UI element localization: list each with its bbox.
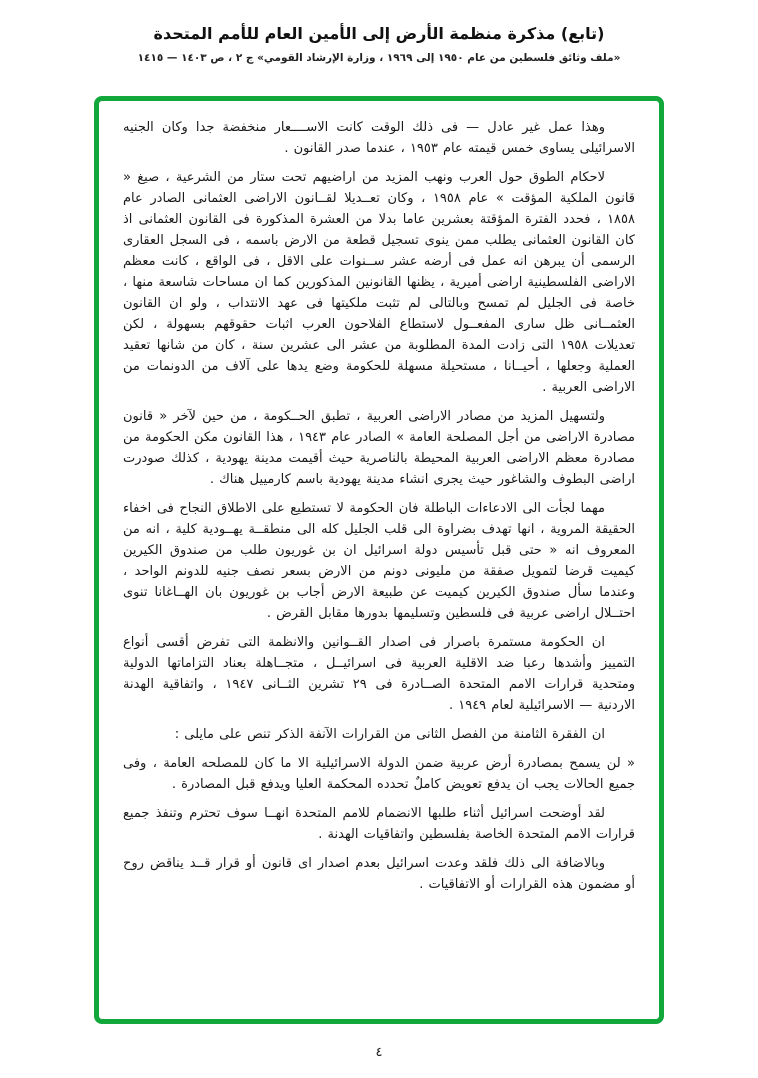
paragraph-2: لاحكام الطوق حول العرب ونهب المزيد من اراضيهم تحت ستار من الشرعية ، صيغ « قانون الملكية المؤقت » عام ١٩٥٨ ، وكان تعــديلا لقــانون الاراضى العثمانى الصادر عام ١٨٥٨ ، فحدد الفترة المؤقتة بعشرين عاما بدلا من العشرة المذكورة فى القانون العثمانى اذ كان القانون العثمانى يطلب ممن ينوى تسجيل قطعة من الارض باسمه ، فى السجل العقارى الرسمى أن يبرهن انه عمل فى أرضه عشر ســنوات على الاقل ، فى الواقع ، كانت معظم الاراضى الفلسطينية اراضى أميرية ، يظنها القانونين المذكورين كما ان مساحات شاسعة منها ، خاصة فى الجليل لم تمسح وبالتالى لم تثبت ملكيتها فى عهد الانتداب ، ولو ان القانون العثمــانى ظل سارى المفعــول لاستطاع الفلاحون العرب اثبات حقوقهم بسهولة ، لكن تعديلات ١٩٥٨ التى زادت المدة المطلوبة من عشر الى عشرين سنة ، كان من شانها تعقيد العملية وجعلها ، أحيــانا ، مستحيلة مسهلة للحكومة وضع يدها على آلاف من الدونمات من الاراضى العربية . (123, 170, 636, 395)
source-citation: «ملف وثائق فلسطين من عام ١٩٥٠ إلى ١٩٦٩ ، وزارة الإرشاد القومي» ج ٢ ، ص ١٤٠٣ — ١٤١٥ (137, 52, 621, 64)
paragraph-5: ان الحكومة مستمرة باصرار فى اصدار القــوانين والانظمة التى تفرض أقسى أنواع التمييز وأشدها رعبا ضد الاقلية العربية فى اسرائيــل ، متجــاهلة بعناد التزاماتها الدولية ومتحدية قرارات الامم المتحدة الصــادرة فى ٢٩ تشرين الثــانى ١٩٤٧ ، واتفاقية الهدنة الاردنية — الاسرائيلية لعام ١٩٤٩ . (123, 635, 635, 713)
document-header (0, 0, 758, 64)
paragraph-4: مهما لجأت الى الادعاءات الباطلة فان الحكومة لا تستطيع على الاطلاق النجاح فى اخفاء الحقيقة المروية ، انها تهدف بضراوة الى قلب الجليل كله الى منطقــة يهــودية كلية ، انه من المعروف انه « حتى قبل تأسيس دولة اسرائيل ان بن غوريون طلب من صندوق الكيرين كيميت قرضا لتمويل صفقة من مليونى دونم من الارض بسعر نصف جنيه للدونم الواحد ، وعندما سأل صندوق الكيرين كيميت عن طبيعة الارض أجاب بن غوريون بان الهــاغانا تنوى احتــلال اراضى عربية فى فلسطين وتسليمها بدورها مقابل القرض . (123, 501, 635, 621)
paragraph-1: وهذا عمل غير عادل — فى ذلك الوقت كانت الاســــعار منخفضة جدا وكان الجنيه الاسرائيلى يساوى خمس قيمته عام ١٩٥٣ ، عندما صدر القانون . (123, 120, 635, 156)
paragraph-8: لقد أوضحت اسرائيل أثناء طلبها الانضمام للامم المتحدة انهــا سوف تحترم وتنفذ جميع قرارات الامم المتحدة الخاصة بفلسطين واتفاقيات الهدنة . (123, 806, 635, 842)
paragraph-6: ان الفقرة الثامنة من الفصل الثانى من القرارات الآنفة الذكر تنص على مايلى : (174, 727, 605, 742)
page-title: (تابع) مذكرة منظمة الأرض إلى الأمين العام للأمم المتحدة (153, 24, 605, 43)
page-number: ٤ (375, 1045, 383, 1060)
paragraph-7-quote: « لن يسمح بمصادرة أرض عربية ضمن الدولة الاسرائيلية الا ما كان للمصلحه العامة ، وفى جميع الحالات يجب ان يدفع تعويض كاملٌ تحدده المحكمة العليا ويدفع قبل المصادرة . (123, 756, 635, 792)
paragraph-9: وبالاضافة الى ذلك فلقد وعدت اسرائيل بعدم اصدار اى قانون أو قرار قــد يناقض روح أو مضمون هذه القرارات أو الاتفاقيات . (123, 856, 635, 892)
paragraph-3: ولتسهيل المزيد من مصادر الاراضى العربية ، تطبق الحــكومة ، من حين لآخر « قانون مصادرة الاراضى من أجل المصلحة العامة » الصادر عام ١٩٤٣ ، هذا القانون مكن الحكومة من مصادرة معظم الاراضى العربية المحيطة بالناصرية حيث أقيمت مدينة يهودية ، كذلك صودرت اراضى البطوف والشاغور حيث يجرى انشاء مدينة يهودية باسم كارمييل هناك . (123, 409, 635, 487)
text-frame (94, 96, 664, 1024)
